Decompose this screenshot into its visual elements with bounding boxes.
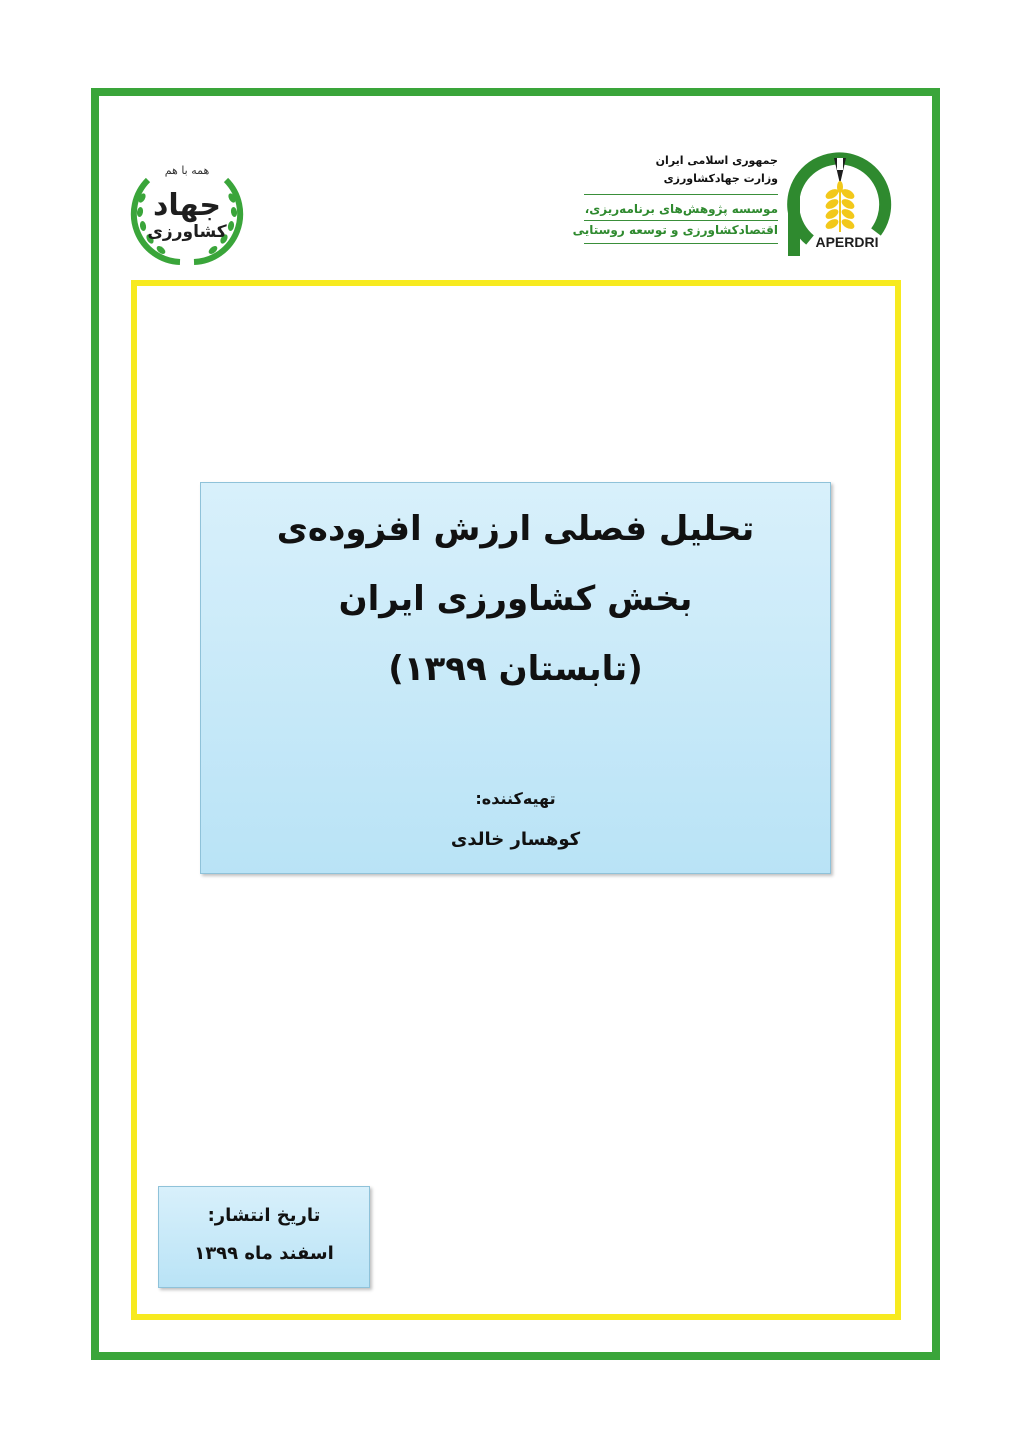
title-line-1: تحلیل فصلی ارزش افزوده‌ی — [276, 509, 755, 549]
author-name: کوهسار خالدی — [450, 829, 581, 850]
title-box — [200, 482, 831, 874]
org-divider — [584, 243, 778, 244]
logo-slogan: همه با هم — [164, 164, 210, 177]
prepared-by-label: تهیه‌کننده: — [475, 789, 556, 808]
org-divider — [584, 220, 778, 221]
logo-acronym: APERDRI — [815, 234, 879, 250]
org-ministry: وزارت جهادکشاورزی — [663, 172, 778, 185]
organization-name-block — [572, 150, 778, 250]
title-line-3: (تابستان ۱۳۹۹) — [388, 649, 643, 689]
org-country: جمهوری اسلامی ایران — [655, 154, 778, 167]
publication-date-label: تاریخ انتشار: — [207, 1205, 321, 1226]
org-divider — [584, 194, 778, 195]
title-line-2: بخش کشاورزی ایران — [338, 579, 693, 619]
publication-date-value: اسفند ماه ۱۳۹۹ — [194, 1243, 334, 1264]
publication-date-box — [158, 1186, 370, 1288]
org-institute-line1: موسسه پژوهش‌های برنامه‌ریزی، — [584, 202, 778, 216]
logo-main-text: جهاد — [152, 188, 222, 223]
jahad-keshavarzi-logo — [128, 150, 246, 268]
aperdri-logo — [780, 144, 900, 262]
logo-sub-text: کشاورزی — [147, 222, 227, 242]
org-institute-line2: اقتصادکشاورزی و توسعه روستایی — [572, 223, 778, 237]
